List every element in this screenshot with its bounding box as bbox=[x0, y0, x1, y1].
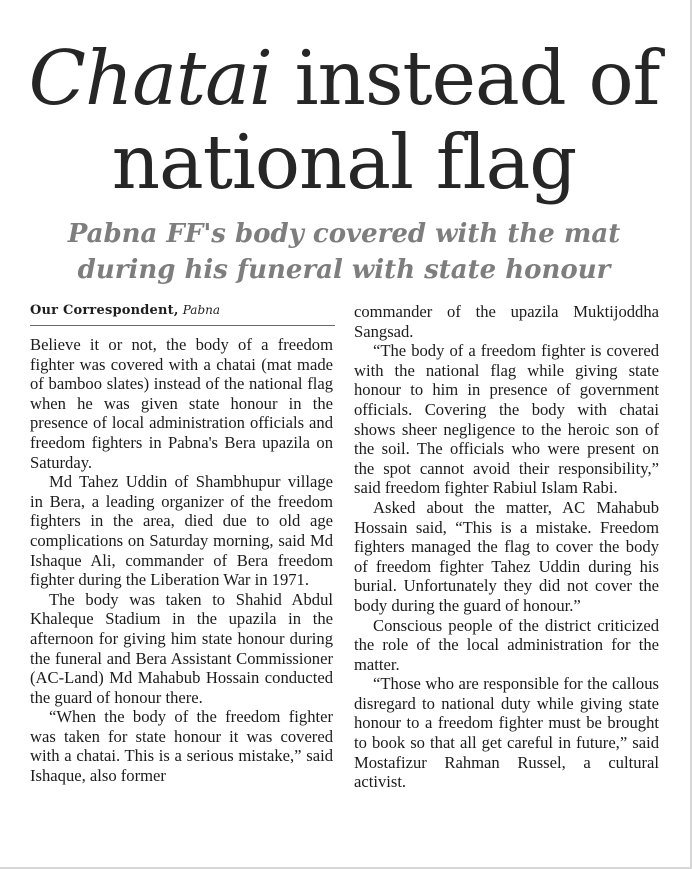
article-paragraph: Md Tahez Uddin of Shambhupur village in Bera, a leading organizer of the freedom fighters in the area, died due to old age complications on Saturday morning, said Md Ishaque Ali, commander of Bera freedom fighter during the Liberation War in 1971. bbox=[30, 472, 333, 590]
subheadline-line-2: during his funeral with state honour bbox=[77, 255, 611, 285]
article-column-1 bbox=[30, 335, 333, 786]
headline bbox=[0, 36, 688, 204]
subheadline-line-1: Pabna FF's body covered with the mat bbox=[67, 219, 621, 249]
byline-author: Our Correspondent, bbox=[30, 303, 179, 318]
subheadline bbox=[0, 216, 688, 288]
byline-location: Pabna bbox=[182, 303, 221, 317]
article-paragraph: Conscious people of the district criticized the role of the local administration for the matter. bbox=[354, 615, 659, 674]
article-paragraph: “When the body of the freedom fighter was taken for state honour it was covered with a chatai. This is a serious mistake,” said Ishaque, also former bbox=[30, 707, 333, 786]
headline-line-2: national flag bbox=[111, 118, 577, 206]
article-paragraph: The body was taken to Shahid Abdul Khaleque Stadium in the upazila in the afternoon for giving him state honour during the funeral and Bera Assistant Commissioner (AC-Land) Md Mahabub Hossain conducted the guard of honour there. bbox=[30, 589, 333, 707]
headline-line-1-rest: instead of bbox=[271, 34, 660, 122]
article-paragraph: “The body of a freedom fighter is covered with the national flag while giving state honour to him in presence of government officials. Covering the body with chatai shows sheer negligence to the heroic son of the soil. The officials who were present on the spot cannot avoid their responsibility,” said freedom fighter Rabiul Islam Rabi. bbox=[354, 341, 659, 498]
byline bbox=[30, 299, 335, 326]
headline-line-1 bbox=[0, 36, 688, 120]
article-paragraph: “Those who are responsible for the callous disregard to national duty while giving state honour to a freedom fighter must be brought to book so that all get careful in future,” said Mostafizur Rahman Russel, a cultural activist. bbox=[354, 674, 659, 792]
article-paragraph-continued: commander of the upazila Muktijoddha Sangsad. bbox=[354, 302, 659, 341]
article-paragraph: Believe it or not, the body of a freedom fighter was covered with a chatai (mat made of bamboo slates) instead of the national flag when he was given state honour in the presence of local administration officials and freedom fighters in Pabna's Bera upazila on Saturday. bbox=[30, 335, 333, 472]
article-column-2 bbox=[354, 302, 659, 792]
article-paragraph: Asked about the matter, AC Mahabub Hossain said, “This is a mistake. Freedom fighters managed the flag to cover the body of freedom fighter Tahez Uddin during his burial. Unfortunately they did not cover the body during the guard of honour.” bbox=[354, 497, 659, 615]
headline-italic-word: Chatai bbox=[28, 34, 272, 122]
